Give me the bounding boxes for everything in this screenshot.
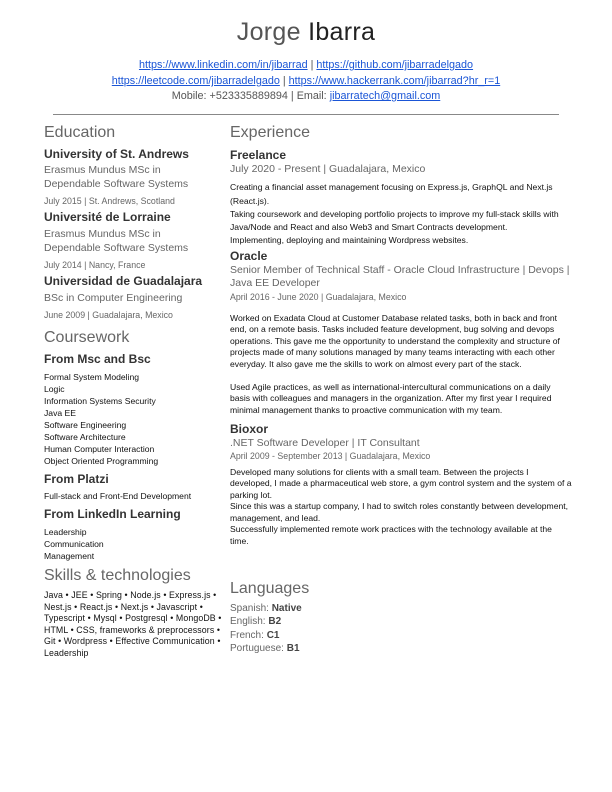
separator: | bbox=[310, 59, 314, 71]
job-description bbox=[230, 180, 572, 247]
separator: | bbox=[282, 75, 286, 87]
job-entry bbox=[230, 147, 572, 247]
degree: Erasmus Mundus MSc in bbox=[44, 228, 161, 240]
job-desc-paragraph: Developed many solutions for clients with a small team. Between the projects I developed, I made a pharmaceutical web store, a gym control system and the system of a parking lot. bbox=[230, 466, 572, 500]
job-desc-paragraph: Taking coursework and developing portfolio projects to improve my full-stack skills with Java/Node and React and also Web3 and Smart Contracts development. bbox=[230, 208, 559, 232]
job-desc-paragraph: Since this was a startup company, I had to switch roles constantly between development, management, and lead. bbox=[230, 501, 569, 523]
course-item: Logic bbox=[44, 384, 65, 394]
experience-section bbox=[230, 123, 572, 548]
education-item bbox=[44, 209, 229, 271]
education-heading: Education bbox=[44, 124, 116, 141]
course-item: Object Oriented Programming bbox=[44, 456, 159, 466]
coursework-group-title: From Platzi bbox=[44, 472, 109, 486]
language-name: Spanish: bbox=[230, 603, 269, 614]
course-item: Formal System Modeling bbox=[44, 372, 140, 382]
languages-heading: Languages bbox=[230, 580, 310, 597]
language-item bbox=[230, 642, 570, 655]
degree: Dependable Software Systems bbox=[44, 177, 189, 190]
education-date: June 2009 | Guadalajara, Mexico bbox=[44, 309, 173, 320]
coursework-list bbox=[44, 526, 229, 562]
mobile-label: Mobile: +523335889894 | Email: bbox=[171, 90, 327, 102]
course-item: Full-stack and Front-End Development bbox=[44, 491, 192, 501]
language-item bbox=[230, 629, 570, 642]
skills-list: Java • JEE • Spring • Node.js • Express.js • Nest.js • React.js • Next.js • Javascript • Typescript • Mysql • Postgresql • MongoDB • HTML • CSS, frameworks & preprocessors • Git • Wordpress • Effective Communication • Leadership bbox=[44, 590, 222, 658]
school-name: University of St. Andrews bbox=[44, 147, 189, 161]
candidate-name bbox=[0, 18, 612, 47]
education-section bbox=[44, 123, 229, 321]
school-name: Université de Lorraine bbox=[44, 210, 171, 224]
job-desc-paragraph: Implementing, deploying and maintaining Wordpress websites. bbox=[230, 234, 469, 245]
hackerrank-link[interactable]: https://www.hackerrank.com/jibarrad?hr_r=1 bbox=[288, 75, 501, 87]
experience-heading: Experience bbox=[230, 124, 311, 141]
course-item: Human Computer Interaction bbox=[44, 444, 155, 454]
company-name: Oracle bbox=[230, 248, 268, 263]
coursework-list bbox=[44, 371, 229, 467]
first-name: Jorge bbox=[236, 18, 301, 46]
course-item: Java EE bbox=[44, 408, 77, 418]
course-item: Information Systems Security bbox=[44, 396, 156, 406]
course-item: Management bbox=[44, 551, 95, 561]
skills-section bbox=[44, 566, 226, 660]
linkedin-link[interactable]: https://www.linkedin.com/in/jibarrad bbox=[138, 59, 308, 71]
school-name: Universidad de Guadalajara bbox=[44, 274, 203, 288]
education-item bbox=[44, 146, 229, 207]
company-name: Freelance bbox=[230, 148, 287, 162]
coursework-heading: Coursework bbox=[44, 329, 130, 346]
degree: BSc in Computer Engineering bbox=[44, 292, 183, 304]
language-level: B1 bbox=[286, 642, 300, 654]
coursework-group-title: From LinkedIn Learning bbox=[44, 507, 181, 521]
language-level: C1 bbox=[266, 629, 280, 641]
job-desc-paragraph: Used Agile practices, as well as international-intercultural communications on a daily basis with colleagues and managers in the organization. After my first year I required minimal management thanks to proactive communication with my team. bbox=[230, 381, 552, 415]
language-item bbox=[230, 615, 570, 628]
language-level: B2 bbox=[268, 616, 282, 628]
email-link[interactable]: jibarratech@gmail.com bbox=[329, 90, 441, 102]
language-level: Native bbox=[271, 603, 302, 614]
job-desc-paragraph: Worked on Exadata Cloud at Customer Database related tasks, both in back and front end, on a remote basis. Tasks included feature development, bug solving and devops operations. This gave me the opportunity to understand the complexity and structure of projects made of many solutions managed by many teams interacting with each other everyday. It also gave me the skills to work on almost every part of the stack. bbox=[230, 312, 560, 369]
degree: Dependable Software Systems bbox=[44, 241, 189, 254]
company-name: Bioxor bbox=[230, 422, 269, 436]
header-divider bbox=[53, 114, 559, 115]
job-entry bbox=[230, 421, 572, 548]
skills-heading: Skills & technologies bbox=[44, 567, 191, 584]
languages-section bbox=[230, 579, 570, 655]
language-name: French: bbox=[230, 629, 264, 641]
language-name: Portuguese: bbox=[230, 642, 284, 654]
language-name: English: bbox=[230, 616, 266, 628]
job-desc-paragraph: Creating a financial asset management focusing on Express.js, GraphQL and Next.js (React.js). bbox=[230, 181, 553, 206]
course-item: Software Architecture bbox=[44, 432, 126, 442]
education-date: July 2015 | St. Andrews, Scotland bbox=[44, 196, 175, 206]
last-name: Ibarra bbox=[308, 18, 376, 46]
course-item: Leadership bbox=[44, 527, 87, 537]
job-entry bbox=[230, 248, 572, 417]
job-role: .NET Software Developer | IT Consultant bbox=[230, 437, 420, 449]
course-item: Software Engineering bbox=[44, 420, 127, 430]
coursework-group-title: From Msc and Bsc bbox=[44, 352, 151, 366]
contact-links-row-1 bbox=[0, 58, 612, 74]
job-date: July 2020 - Present | Guadalajara, Mexico bbox=[230, 163, 426, 175]
job-desc-paragraph: Successfully implemented remote work practices with the technology available at the time. bbox=[230, 524, 552, 547]
github-link[interactable]: https://github.com/jibarradelgado bbox=[316, 59, 474, 71]
languages-list bbox=[230, 602, 570, 655]
education-item bbox=[44, 273, 229, 321]
education-date: July 2014 | Nancy, France bbox=[44, 260, 146, 270]
job-date: April 2016 - June 2020 | Guadalajara, Mexico bbox=[230, 291, 407, 302]
contact-info-row bbox=[0, 89, 612, 105]
job-role: Senior Member of Technical Staff - Oracle Cloud Infrastructure | Devops | Java EE Developer bbox=[230, 263, 570, 289]
coursework-section bbox=[44, 328, 229, 562]
language-item bbox=[230, 602, 570, 615]
leetcode-link[interactable]: https://leetcode.com/jibarradelgado bbox=[111, 75, 280, 87]
job-description bbox=[230, 467, 572, 548]
job-date: April 2009 - September 2013 | Guadalajara, Mexico bbox=[230, 450, 431, 461]
degree: Erasmus Mundus MSc in bbox=[44, 164, 161, 176]
contact-links-row-2 bbox=[0, 74, 612, 90]
course-item: Communication bbox=[44, 539, 104, 549]
